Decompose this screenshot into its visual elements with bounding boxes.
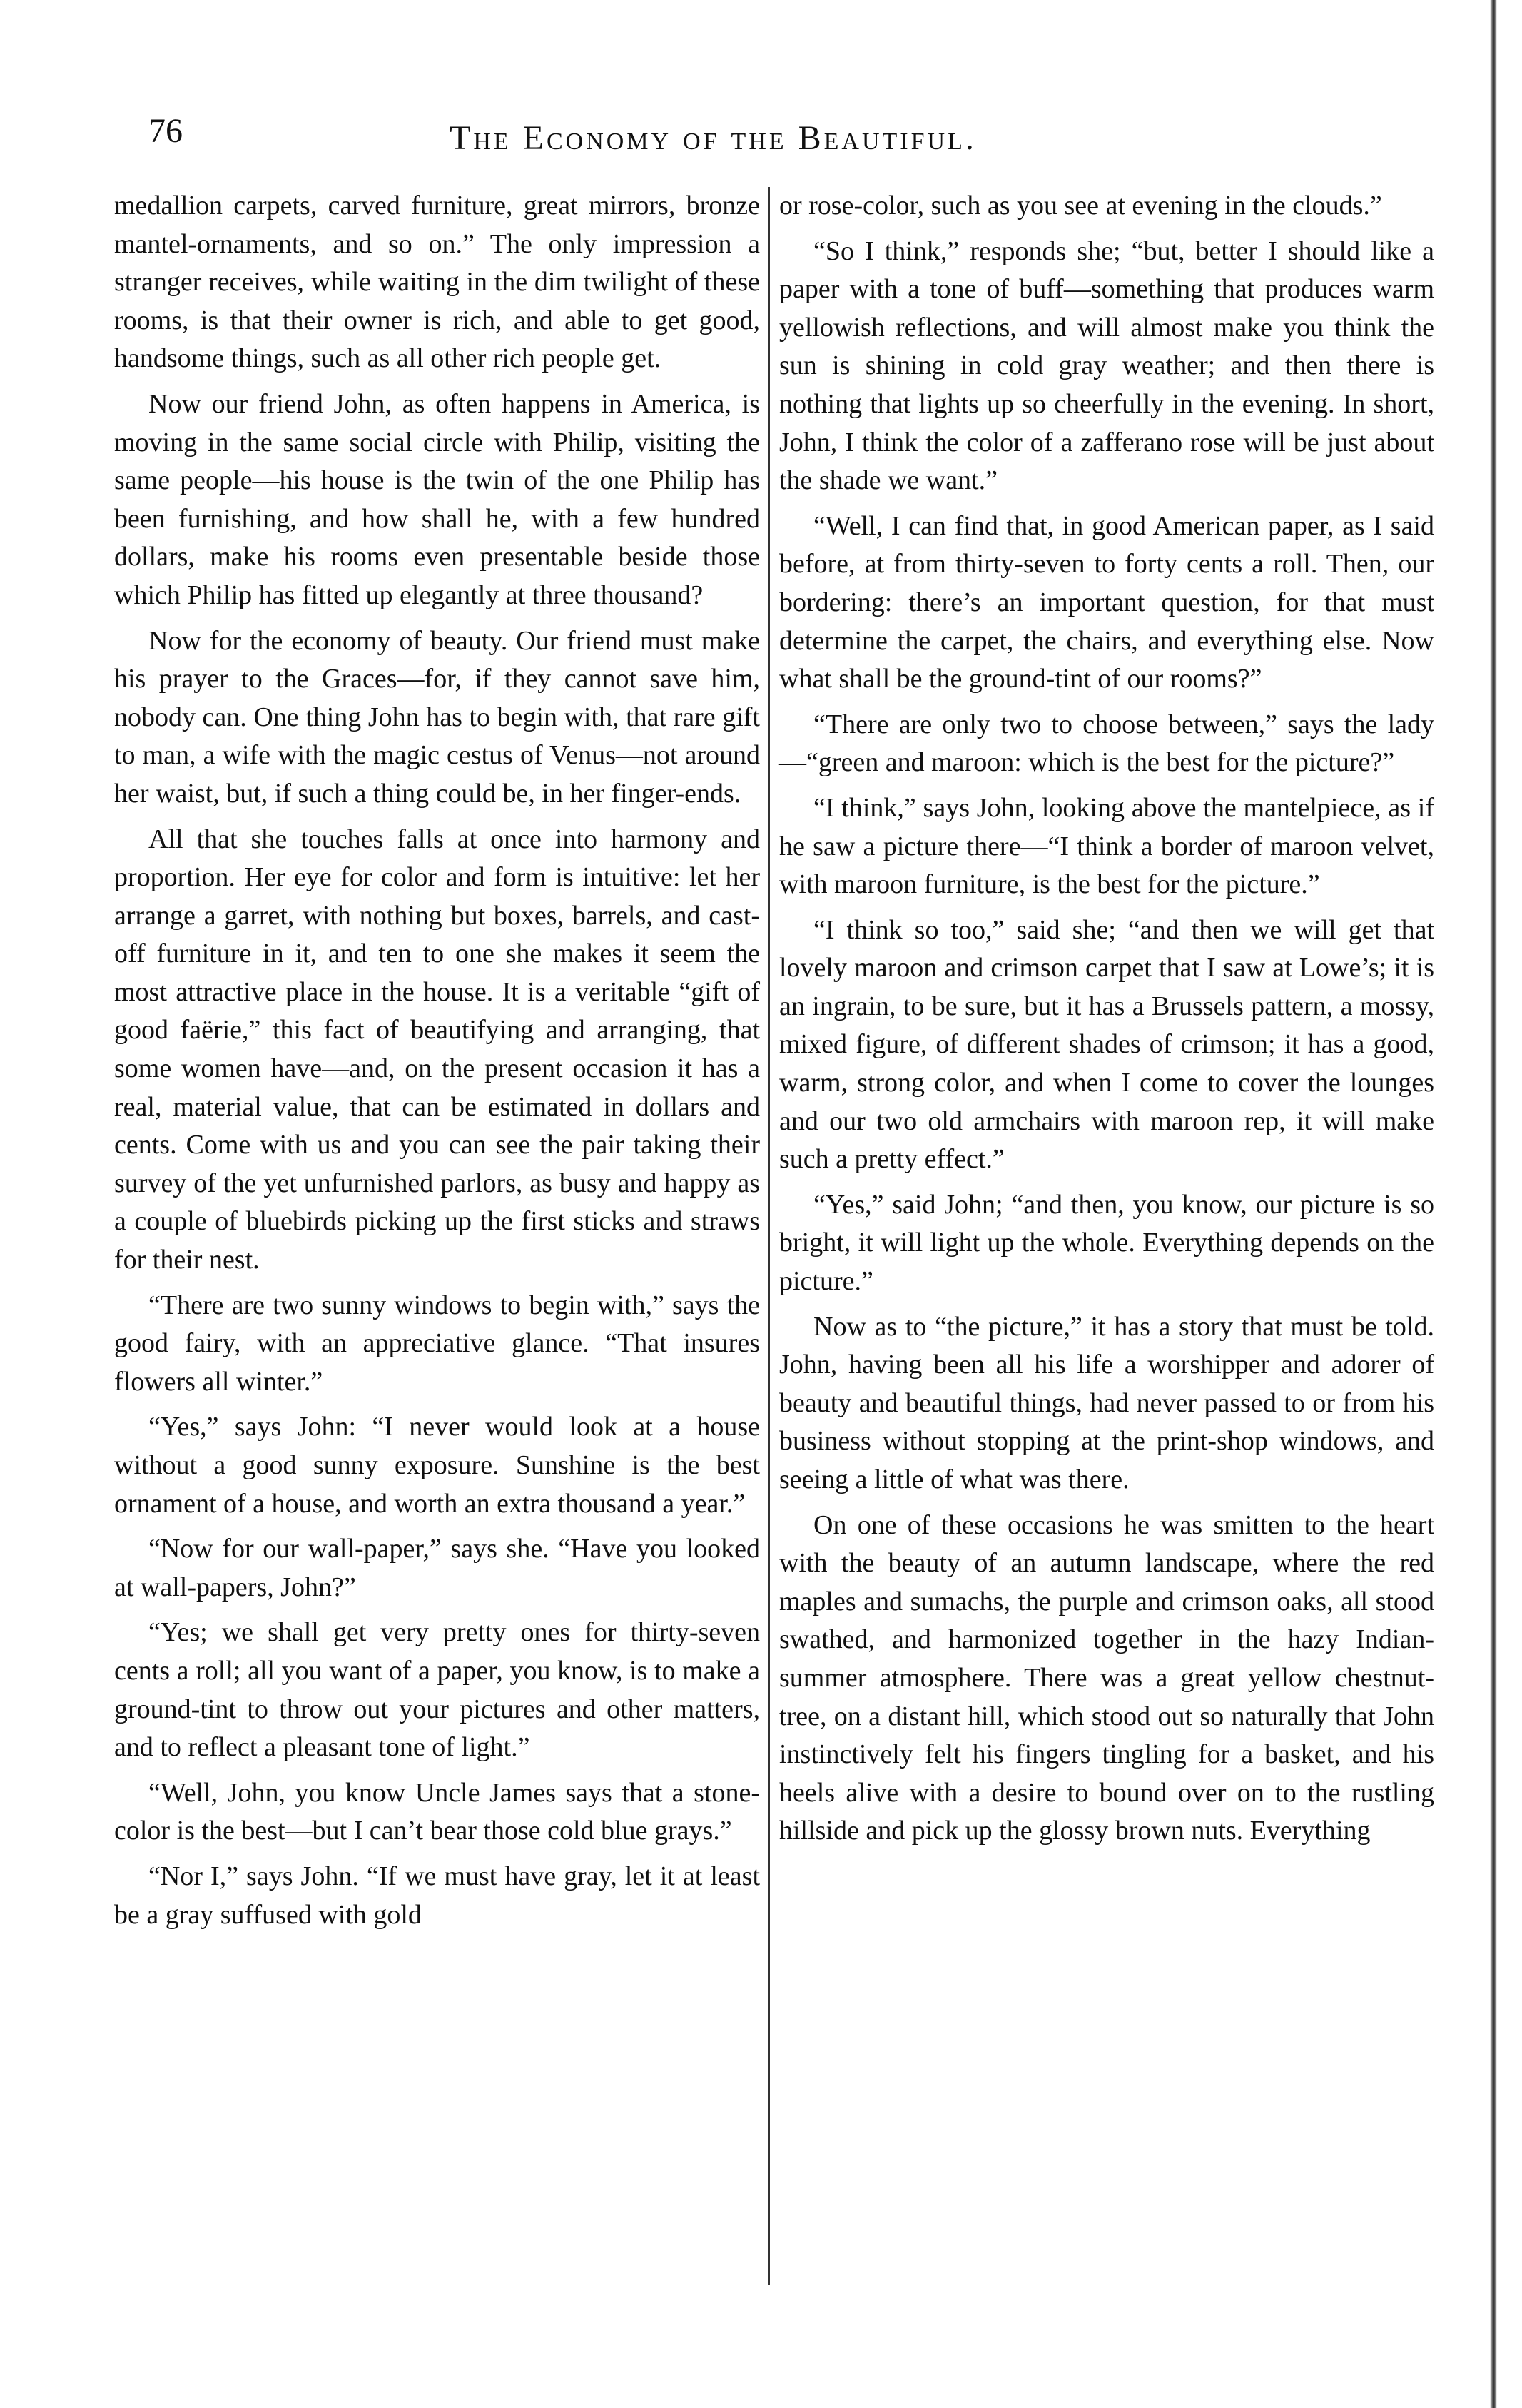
page-number: 76: [148, 112, 183, 150]
paragraph: “There are two sunny windows to begin with,” says the good fairy, with an appreciative glance. “That insures flowers all winter.”: [114, 1290, 760, 1397]
paragraph: Now our friend John, as often happens in America, is moving in the same social circle with Philip, visiting the same people—his house is the twin of the one Philip has been furnishing, and how shall he, with a few hundred dollars, make his rooms even presentable beside those which Philip has fitted up elegantly at three thousand?: [114, 388, 760, 610]
paragraph: “There are only two to choose between,” says the lady—“green and maroon: which is the best for the picture?”: [779, 709, 1434, 778]
paragraph: or rose-color, such as you see at evening in the clouds.”: [779, 191, 1382, 221]
paragraph: medallion carpets, carved furniture, great mirrors, bronze mantel-ornaments, and so on.” The only impression a stranger receives, while waiting in the dim twilight of these rooms, is that their owner is rich, and able to get good, handsome things, such as all other rich people get.: [114, 191, 760, 374]
running-title: The Economy of the Beautiful.: [450, 119, 977, 157]
column-divider: [768, 187, 770, 2285]
paragraph: “Yes,” says John: “I never would look at a house without a good sunny exposure. Sunshine is the best ornament of a house, and worth an extra thousand a year.”: [114, 1412, 760, 1519]
page-edge-shadow: [1490, 0, 1497, 2408]
paragraph: “I think so too,” said she; “and then we will get that lovely maroon and crimson carpet that I saw at Lowe’s; it is an ingrain, to be sure, but it has a Brussels pattern, a mossy, mixed figure, of different shades of crimson; it has a good, warm, strong color, and when I come to cover the lounges and our two old armchairs with maroon rep, it will make such a pretty effect.”: [779, 914, 1434, 1175]
paragraph: “I think,” says John, looking above the mantelpiece, as if he saw a picture there—“I think a border of maroon velvet, with maroon furniture, is the best for the picture.”: [779, 792, 1434, 900]
paragraph: On one of these occasions he was smitten to the heart with the beauty of an autumn landscape, where the red maples and sumachs, the purple and crimson oaks, all stood swathed, and harmonized together in the hazy Indian-summer atmosphere. There was a great yellow chestnut-tree, on a distant hill, which stood out so naturally that John instinctively felt his fingers tingling for a basket, and his heels alive with a desire to bound over on to the rustling hillside and pick up the glossy brown nuts. Everything: [779, 1509, 1434, 1846]
paragraph: “So I think,” responds she; “but, better I should like a paper with a tone of buff—something that produces warm yellowish reflections, and will almost make you think the sun is shining in cold gray weather; and then there is nothing that lights up so cheerfully in the evening. In short, John, I think the color of a zafferano rose will be just about the shade we want.”: [779, 236, 1434, 496]
paragraph: “Yes,” said John; “and then, you know, our picture is so bright, it will light up the whole. Everything depends on the picture.”: [779, 1189, 1434, 1297]
paragraph: “Well, John, you know Uncle James says that a stone-color is the best—but I can’t bear those cold blue grays.”: [114, 1777, 760, 1846]
paragraph: “Nor I,” says John. “If we must have gray, let it at least be a gray suffused with gold: [114, 1861, 760, 1930]
paragraph: “Well, I can find that, in good American paper, as I said before, at from thirty-seven to forty cents a roll. Then, our bordering: there’s an important question, for that must determine the carpet, the chairs, and everything else. Now what shall be the ground-tint of our rooms?”: [779, 510, 1434, 694]
left-column: [114, 187, 760, 1941]
right-column: [779, 187, 1434, 1858]
paragraph: All that she touches falls at once into harmony and proportion. Her eye for color and form is intuitive: let her arrange a garret, with nothing but boxes, barrels, and cast-off furniture in it, and ten to one she makes it seem the most attractive place in the house. It is a veritable “gift of good faërie,” this fact of beautifying and arranging, that some women have—and, on the present occasion it has a real, material value, that can be estimated in dollars and cents. Come with us and you can see the pair taking their survey of the yet unfurnished parlors, as busy and happy as a couple of bluebirds picking up the first sticks and straws for their nest.: [114, 824, 760, 1275]
paragraph: Now as to “the picture,” it has a story that must be told. John, having been all his life a worshipper and adorer of beauty and beautiful things, had never passed to or from his business without stopping at the print-shop windows, and seeing a little of what was there.: [779, 1311, 1434, 1494]
paragraph: Now for the economy of beauty. Our friend must make his prayer to the Graces—for, if they cannot save him, nobody can. One thing John has to begin with, that rare gift to man, a wife with the magic cestus of Venus—not around her waist, but, if such a thing could be, in her finger-ends.: [114, 625, 760, 809]
paragraph: “Yes; we shall get very pretty ones for thirty-seven cents a roll; all you want of a paper, you know, is to make a ground-tint to throw out your pictures and other matters, and to reflect a pleasant tone of light.”: [114, 1617, 760, 1763]
paragraph: “Now for our wall-paper,” says she. “Have you looked at wall-papers, John?”: [114, 1534, 760, 1602]
